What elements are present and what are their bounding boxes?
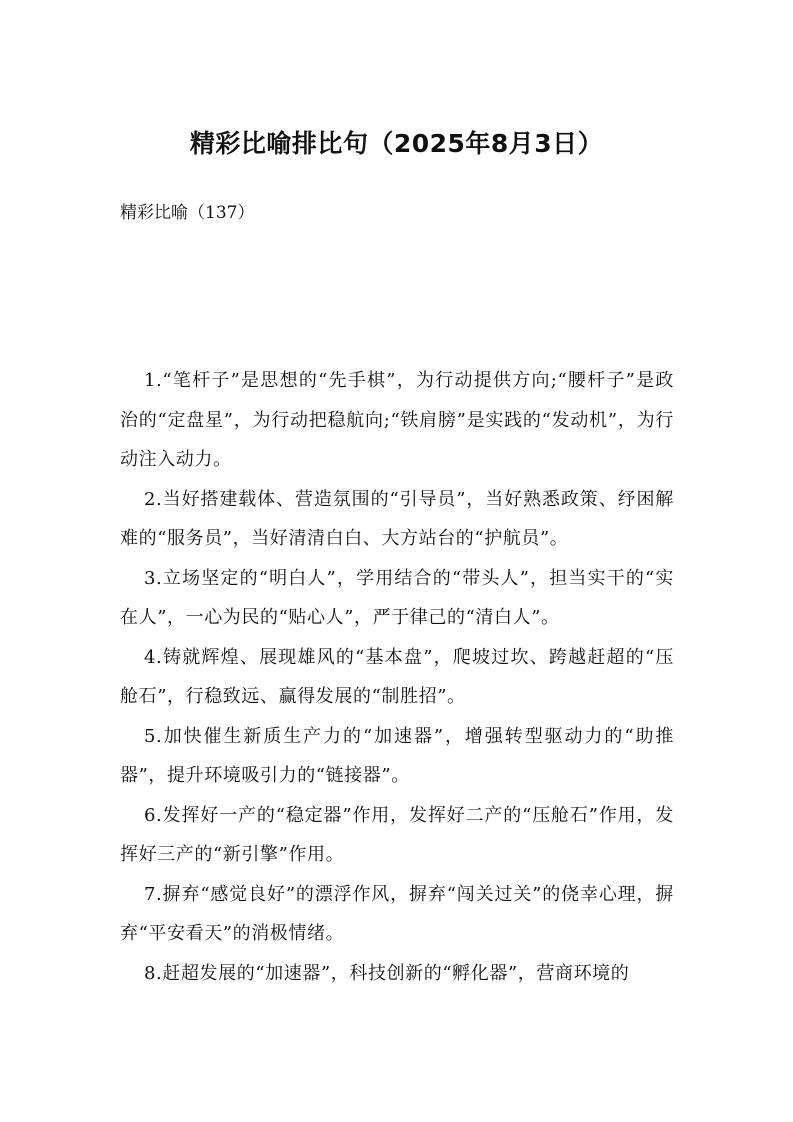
document-body: [120, 361, 674, 993]
paragraph-4: 4.铸就辉煌、展现雄风的“基本盘”，爬坡过坎、跨越赶超的“压舱石”，行稳致远、赢得发展的“制胜招”。: [120, 646, 674, 707]
paragraph-5: 5.加快催生新质生产力的“加速器”，增强转型驱动力的“助推器”，提升环境吸引力的“链接器”。: [120, 725, 674, 786]
document-subtitle: 精彩比喻（137）: [120, 203, 255, 223]
paragraph-6: 6.发挥好一产的“稳定器”作用，发挥好二产的“压舱石”作用，发挥好三产的“新引擎”作用。: [120, 804, 674, 865]
paragraph-2: 2.当好搭建载体、营造氛围的“引导员”，当好熟悉政策、纾困解难的“服务员”，当好清清白白、大方站台的“护航员”。: [120, 488, 674, 549]
paragraph-1: 1.“笔杆子”是思想的“先手棋”，为行动提供方向;“腰杆子”是政治的“定盘星”，为行动把稳航向;“铁肩膀”是实践的“发动机”，为行动注入动力。: [120, 370, 674, 470]
document-title: 精彩比喻排比句（2025年8月3日）: [189, 129, 604, 158]
paragraph-7: 7.摒弃“感觉良好”的漂浮作风，摒弃“闯关过关”的侥幸心理，摒弃“平安看天”的消极情绪。: [120, 883, 674, 944]
paragraph-8: 8.赶超发展的“加速器”，科技创新的“孵化器”，营商环境的: [144, 962, 630, 984]
paragraph-3: 3.立场坚定的“明白人”，学用结合的“带头人”，担当实干的“实在人”，一心为民的“贴心人”，严于律己的“清白人”。: [120, 567, 674, 628]
